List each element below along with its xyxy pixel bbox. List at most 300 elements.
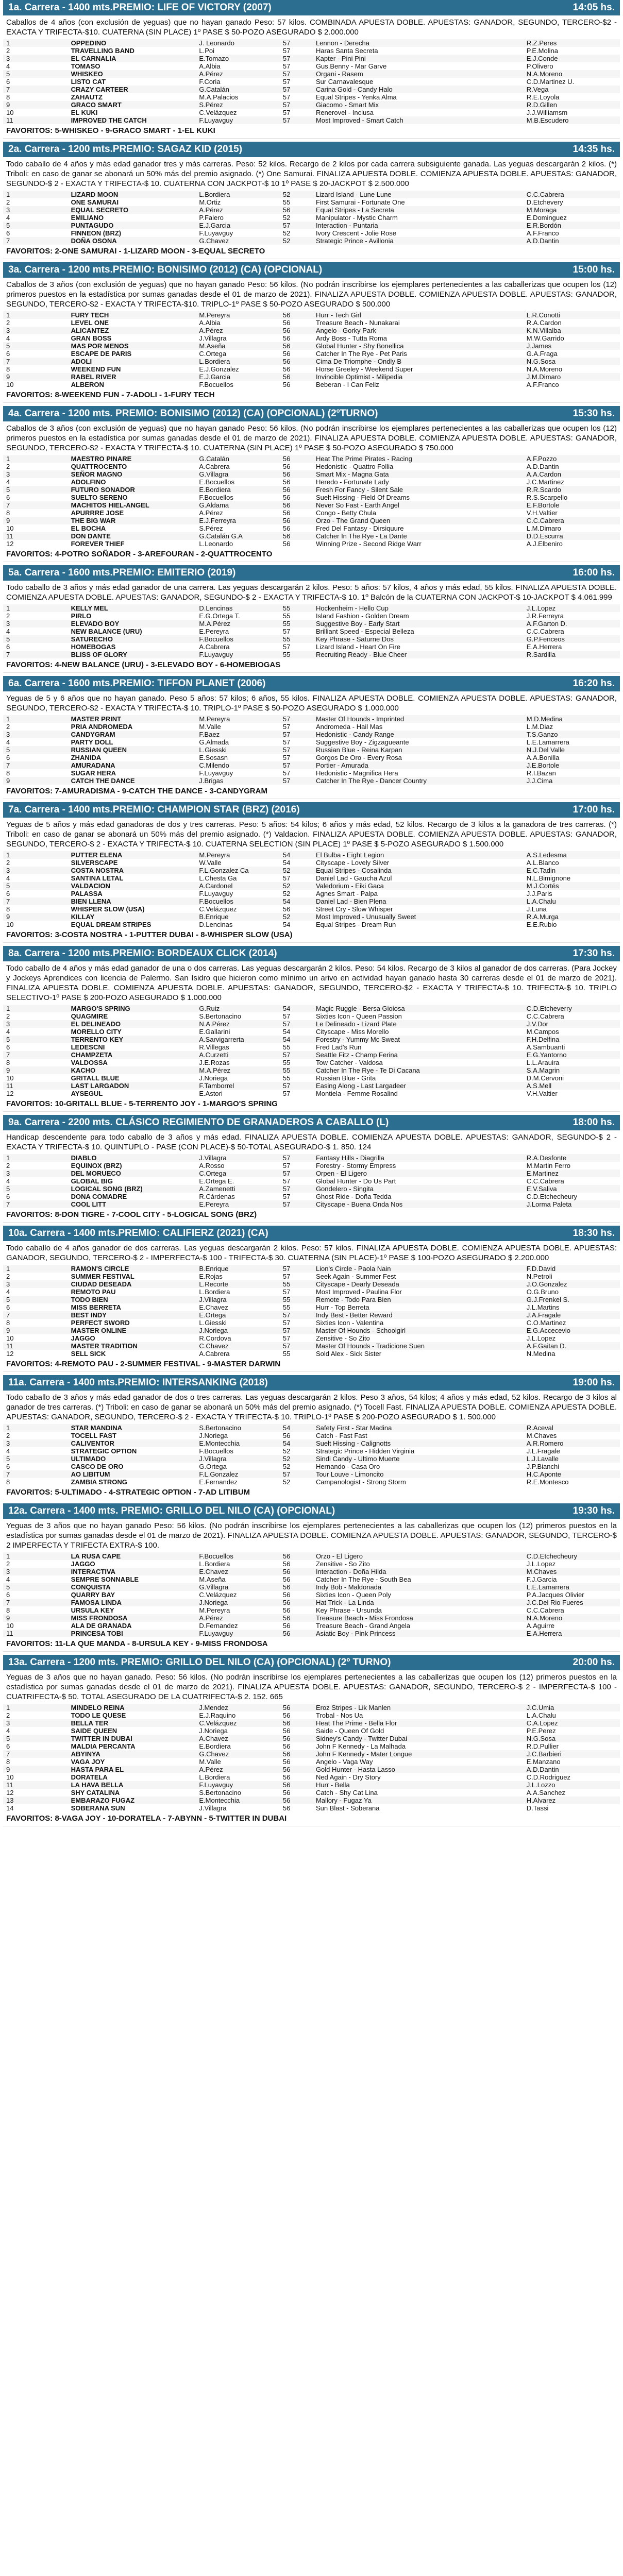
runner-number: 6 bbox=[3, 890, 68, 897]
trainer-name: R.Aceval bbox=[524, 1424, 620, 1432]
jockey-name: G.Ortega bbox=[196, 1463, 280, 1470]
weight: 52 bbox=[280, 882, 313, 890]
table-row bbox=[3, 365, 620, 373]
runners-table bbox=[3, 311, 620, 388]
horse-name: PALASSA bbox=[68, 890, 196, 897]
trainer-name: M.Moraga bbox=[524, 206, 620, 214]
table-row bbox=[3, 1568, 620, 1575]
jockey-name: C.Milendo bbox=[196, 761, 280, 769]
table-row bbox=[3, 890, 620, 897]
horse-name: EL KUKI bbox=[68, 109, 196, 116]
jockey-name: C.Velázquez bbox=[196, 109, 280, 116]
runner-number: 12 bbox=[3, 1789, 68, 1797]
trainer-name: J.R.Ferreyra bbox=[524, 612, 620, 620]
table-row bbox=[3, 470, 620, 478]
jockey-name: B.Enrique bbox=[196, 913, 280, 921]
table-row bbox=[3, 754, 620, 761]
horse-name: SANTINA LETAL bbox=[68, 874, 196, 882]
table-row bbox=[3, 1758, 620, 1766]
horse-name: JAGGO bbox=[68, 1334, 196, 1342]
pedigree: Valedorium - Eiki Gaca bbox=[313, 882, 524, 890]
table-row bbox=[3, 1066, 620, 1074]
jockey-name: R.Cárdenas bbox=[196, 1193, 280, 1200]
trainer-name: F.H.Delfina bbox=[524, 1036, 620, 1043]
table-row bbox=[3, 723, 620, 731]
horse-name: SEMPRE SONNABLE bbox=[68, 1575, 196, 1583]
weight: 57 bbox=[280, 93, 313, 101]
horse-name: FINNEON (BRZ) bbox=[68, 229, 196, 237]
jockey-name: A.Cardonel bbox=[196, 882, 280, 890]
runner-number: 6 bbox=[3, 350, 68, 358]
table-row bbox=[3, 1311, 620, 1319]
jockey-name: J.Villagra bbox=[196, 1804, 280, 1812]
jockey-name: F.Bocuellos bbox=[196, 635, 280, 643]
trainer-name: N.A.Moreno bbox=[524, 70, 620, 78]
pedigree: Lizard Island - Lune Lune bbox=[313, 191, 524, 198]
runner-number: 9 bbox=[3, 777, 68, 785]
weight: 56 bbox=[280, 478, 313, 486]
race-header bbox=[3, 676, 620, 691]
weight: 57 bbox=[280, 101, 313, 109]
table-row bbox=[3, 1789, 620, 1797]
table-row bbox=[3, 1583, 620, 1591]
runner-number: 8 bbox=[3, 365, 68, 373]
table-row bbox=[3, 738, 620, 746]
weight: 57 bbox=[280, 769, 313, 777]
runner-number: 2 bbox=[3, 1432, 68, 1439]
weight: 57 bbox=[280, 116, 313, 124]
weight: 56 bbox=[280, 1704, 313, 1711]
table-row bbox=[3, 109, 620, 116]
horse-name: CIUDAD DESEADA bbox=[68, 1280, 196, 1288]
pedigree: Orzo - The Grand Queen bbox=[313, 517, 524, 524]
weight: 52 bbox=[280, 890, 313, 897]
pedigree: Master Of Hounds - Tradicione Suen bbox=[313, 1342, 524, 1350]
jockey-name: A.Pérez bbox=[196, 70, 280, 78]
horse-name: HASTA PARA EL bbox=[68, 1766, 196, 1773]
weight: 57 bbox=[280, 1154, 313, 1162]
pedigree: Suelt Hissing - Field Of Dreams bbox=[313, 494, 524, 501]
trainer-name: A.S.Mell bbox=[524, 1082, 620, 1090]
table-row bbox=[3, 1447, 620, 1455]
horse-name: MASTER TRADITION bbox=[68, 1342, 196, 1350]
weight: 56 bbox=[280, 365, 313, 373]
trainer-name: J.P.Bianchi bbox=[524, 1463, 620, 1470]
weight: 56 bbox=[280, 486, 313, 494]
horse-name: GRAN BOSS bbox=[68, 334, 196, 342]
trainer-name: J.James bbox=[524, 342, 620, 350]
race-header bbox=[3, 1115, 620, 1130]
table-row bbox=[3, 229, 620, 237]
pedigree: Indy Bob - Maldonada bbox=[313, 1583, 524, 1591]
jockey-name: L.Leonardo bbox=[196, 540, 280, 548]
pedigree: Strategic Prince - Avillonia bbox=[313, 237, 524, 245]
pedigree: El Bulba - Eight Legion bbox=[313, 851, 524, 859]
trainer-name: C.C.Cabrera bbox=[524, 191, 620, 198]
runner-number: 4 bbox=[3, 478, 68, 486]
jockey-name: L.Giesski bbox=[196, 746, 280, 754]
horse-name: JAGGO bbox=[68, 1560, 196, 1568]
runner-number: 2 bbox=[3, 463, 68, 470]
weight: 57 bbox=[280, 78, 313, 86]
horse-name: TWITTER IN DUBAI bbox=[68, 1735, 196, 1742]
horse-name: ALA DE GRANADA bbox=[68, 1622, 196, 1630]
favorites-line: FAVORITOS: 4-POTRO SOÑADOR - 3-AREFOURAN - 2-QUATTROCENTO bbox=[3, 548, 620, 562]
jockey-name: R.Cordova bbox=[196, 1334, 280, 1342]
horse-name: SUELTO SERENO bbox=[68, 494, 196, 501]
horse-name: WEEKEND FUN bbox=[68, 365, 196, 373]
trainer-name: A.S.Ledesma bbox=[524, 851, 620, 859]
horse-name: DOÑA OSONA bbox=[68, 237, 196, 245]
trainer-name: C.C.Cabrera bbox=[524, 628, 620, 635]
trainer-name: J.L.Lopez bbox=[524, 1334, 620, 1342]
table-row bbox=[3, 327, 620, 334]
trainer-name: N.L.Bimignone bbox=[524, 874, 620, 882]
weight: 57 bbox=[280, 715, 313, 723]
horse-name: INTERACTIVA bbox=[68, 1568, 196, 1575]
pedigree: Hurr - Top Berreta bbox=[313, 1303, 524, 1311]
weight: 56 bbox=[280, 463, 313, 470]
race-header bbox=[3, 406, 620, 421]
weight: 56 bbox=[280, 342, 313, 350]
pedigree: Catch - Fast Fast bbox=[313, 1432, 524, 1439]
runner-number: 5 bbox=[3, 882, 68, 890]
weight: 56 bbox=[280, 358, 313, 365]
table-row bbox=[3, 604, 620, 612]
pedigree: Fred Del Fantasy - Dirsiquure bbox=[313, 524, 524, 532]
runner-number: 13 bbox=[3, 1797, 68, 1804]
horse-name: ADOLFINO bbox=[68, 478, 196, 486]
horse-name: EQUAL DREAM STRIPES bbox=[68, 921, 196, 928]
table-row bbox=[3, 540, 620, 548]
pedigree: Catcher In The Rye - La Dante bbox=[313, 532, 524, 540]
pedigree: Brilliant Speed - Especial Belleza bbox=[313, 628, 524, 635]
favorites-line: FAVORITOS: 2-ONE SAMURAI - 1-LIZARD MOON - 3-EQUAL SECRETO bbox=[3, 245, 620, 259]
runners-table bbox=[3, 1704, 620, 1812]
pedigree: Fred Lad's Run bbox=[313, 1043, 524, 1051]
runner-number: 2 bbox=[3, 723, 68, 731]
table-row bbox=[3, 237, 620, 245]
jockey-name: A.Pérez bbox=[196, 206, 280, 214]
trainer-name: E.F.Bortole bbox=[524, 501, 620, 509]
pedigree: Interaction - Puntaria bbox=[313, 222, 524, 229]
jockey-name: A.Albia bbox=[196, 62, 280, 70]
trainer-name: C.C.Cabrera bbox=[524, 517, 620, 524]
pedigree: Recruiting Ready - Blue Cheer bbox=[313, 651, 524, 658]
runner-number: 4 bbox=[3, 1288, 68, 1296]
runner-number: 1 bbox=[3, 604, 68, 612]
race-section bbox=[3, 1503, 620, 1652]
pedigree: Cityscape - Buena Onda Nos bbox=[313, 1200, 524, 1208]
horse-name: APURRRE JOSE bbox=[68, 509, 196, 517]
race-section bbox=[3, 0, 620, 139]
pedigree: Suggestive Boy - Early Start bbox=[313, 620, 524, 628]
table-row bbox=[3, 78, 620, 86]
race-time: 20:00 hs. bbox=[573, 1657, 615, 1668]
pedigree: Beberan - I Can Feliz bbox=[313, 381, 524, 388]
weight: 56 bbox=[280, 1606, 313, 1614]
table-row bbox=[3, 777, 620, 785]
pedigree: Seek Again - Summer Fest bbox=[313, 1273, 524, 1280]
pedigree: Hedonistic - Candy Range bbox=[313, 731, 524, 738]
pedigree: Mallory - Fugaz Ya bbox=[313, 1797, 524, 1804]
trainer-name: P.E.Perez bbox=[524, 1727, 620, 1735]
table-row bbox=[3, 1012, 620, 1020]
weight: 55 bbox=[280, 1296, 313, 1303]
pedigree: Montiela - Femme Rosalind bbox=[313, 1090, 524, 1097]
jockey-name: E.Tomazo bbox=[196, 55, 280, 62]
horse-name: EQUINOX (BRZ) bbox=[68, 1162, 196, 1170]
table-row bbox=[3, 1614, 620, 1622]
horse-name: ABYINYA bbox=[68, 1750, 196, 1758]
pedigree: Gondelero - Singita bbox=[313, 1185, 524, 1193]
table-row bbox=[3, 101, 620, 109]
weight: 57 bbox=[280, 754, 313, 761]
horse-name: QUAGMIRE bbox=[68, 1012, 196, 1020]
weight: 54 bbox=[280, 859, 313, 867]
horse-name: PUNTAGUDO bbox=[68, 222, 196, 229]
pedigree: Renerovel - Inclusa bbox=[313, 109, 524, 116]
horse-name: EMBARAZO FUGAZ bbox=[68, 1797, 196, 1804]
race-header bbox=[3, 1655, 620, 1670]
pedigree: Treasure Beach - Miss Frondosa bbox=[313, 1614, 524, 1622]
pedigree: Congo - Betty Chula bbox=[313, 509, 524, 517]
pedigree: Organi - Rasem bbox=[313, 70, 524, 78]
table-row bbox=[3, 1020, 620, 1028]
weight: 56 bbox=[280, 1630, 313, 1637]
runner-number: 1 bbox=[3, 1005, 68, 1012]
horse-name: BIEN LLENA bbox=[68, 897, 196, 905]
trainer-name: C.D.Etchecheury bbox=[524, 1193, 620, 1200]
runners-table bbox=[3, 191, 620, 245]
pedigree: Angelo - Vaga Way bbox=[313, 1758, 524, 1766]
pedigree: Remote - Todo Para Bien bbox=[313, 1296, 524, 1303]
trainer-name: M.W.Garrido bbox=[524, 334, 620, 342]
jockey-name: F.Bocuellos bbox=[196, 494, 280, 501]
runner-number: 5 bbox=[3, 1583, 68, 1591]
trainer-name: A.A.Sanchez bbox=[524, 1789, 620, 1797]
runner-number: 5 bbox=[3, 222, 68, 229]
table-row bbox=[3, 859, 620, 867]
weight: 56 bbox=[280, 350, 313, 358]
pedigree: Ardy Boss - Tutta Roma bbox=[313, 334, 524, 342]
jockey-name: B.Enrique bbox=[196, 1265, 280, 1273]
table-row bbox=[3, 494, 620, 501]
weight: 57 bbox=[280, 777, 313, 785]
horse-name: ALICANTEZ bbox=[68, 327, 196, 334]
horse-name: CHAMPZETA bbox=[68, 1051, 196, 1059]
runners-table bbox=[3, 1005, 620, 1097]
weight: 54 bbox=[280, 1028, 313, 1036]
jockey-name: F.Coria bbox=[196, 78, 280, 86]
pedigree: Agnes Smart - Palpa bbox=[313, 890, 524, 897]
horse-name: MISS FRONDOSA bbox=[68, 1614, 196, 1622]
jockey-name: E.Ortega bbox=[196, 1311, 280, 1319]
weight: 56 bbox=[280, 1773, 313, 1781]
jockey-name: M.Aseña bbox=[196, 1575, 280, 1583]
table-row bbox=[3, 1036, 620, 1043]
horse-name: TRAVELLING BAND bbox=[68, 47, 196, 55]
trainer-name: E.Manzano bbox=[524, 1758, 620, 1766]
trainer-name: M.B.Escudero bbox=[524, 116, 620, 124]
pedigree: Treasure Beach - Nunakarai bbox=[313, 319, 524, 327]
pedigree: Orzo - El Ligero bbox=[313, 1552, 524, 1560]
jockey-name: E.Bocuellos bbox=[196, 478, 280, 486]
weight: 56 bbox=[280, 1575, 313, 1583]
horse-name: MAESTRO PINARE bbox=[68, 455, 196, 463]
table-row bbox=[3, 1735, 620, 1742]
weight: 56 bbox=[280, 470, 313, 478]
jockey-name: J.Villagra bbox=[196, 334, 280, 342]
race-section bbox=[3, 676, 620, 799]
table-row bbox=[3, 1766, 620, 1773]
horse-name: MINDELO REINA bbox=[68, 1704, 196, 1711]
race-time: 18:30 hs. bbox=[573, 1228, 615, 1239]
table-row bbox=[3, 39, 620, 47]
jockey-name: E.Gallarini bbox=[196, 1028, 280, 1036]
favorites-line: FAVORITOS: 8-VAGA JOY - 10-DORATELA - 7-ABYNN - 5-TWITTER IN DUBAI bbox=[3, 1812, 620, 1826]
horse-name: EQUAL SECRETO bbox=[68, 206, 196, 214]
race-conditions: Yeguas de 3 años que no hayan ganado Peso: 56 kilos. (No podrán inscribirse los ejemplares pertenecientes a las caballerizas que ocupen los (12) primeros puestos en la estadística por sumas ganadas desde el 01 de marzo de 2021). FINALIZA APUESTA DOBLE. COMIENZA APUESTA DOBLE. APUESTAS: GANADOR, SEGUNDO, TERCERO-$ 2 IMPERFECTA Y TRIFECTA EXTRA-$ 100. bbox=[6, 1521, 617, 1550]
trainer-name: F.J.Garcia bbox=[524, 1575, 620, 1583]
table-row bbox=[3, 191, 620, 198]
weight: 56 bbox=[280, 532, 313, 540]
runner-number: 4 bbox=[3, 1447, 68, 1455]
runners-table bbox=[3, 851, 620, 928]
table-row bbox=[3, 1327, 620, 1334]
pedigree: Safety First - Star Madina bbox=[313, 1424, 524, 1432]
weight: 56 bbox=[280, 1750, 313, 1758]
horse-name: RUSSIAN QUEEN bbox=[68, 746, 196, 754]
table-row bbox=[3, 1804, 620, 1812]
trainer-name: R.E.Loyola bbox=[524, 93, 620, 101]
pedigree: Russian Blue - Reina Karpan bbox=[313, 746, 524, 754]
jockey-name: R.Villegas bbox=[196, 1043, 280, 1051]
horse-name: SELL SICK bbox=[68, 1350, 196, 1358]
pedigree: Le Delineado - Lizard Plate bbox=[313, 1020, 524, 1028]
jockey-name: M.Pereyra bbox=[196, 851, 280, 859]
runners-table bbox=[3, 1552, 620, 1637]
pedigree: Ivory Crescent - Jolie Rose bbox=[313, 229, 524, 237]
weight: 57 bbox=[280, 47, 313, 55]
table-row bbox=[3, 1711, 620, 1719]
trainer-name: E.C.Tadin bbox=[524, 867, 620, 874]
pedigree: Manipulator - Mystic Charm bbox=[313, 214, 524, 222]
race-time: 17:30 hs. bbox=[573, 948, 615, 959]
weight: 57 bbox=[280, 1288, 313, 1296]
pedigree: Sidney's Candy - Twitter Dubai bbox=[313, 1735, 524, 1742]
pedigree: Haras Santa Secreta bbox=[313, 47, 524, 55]
runner-number: 5 bbox=[3, 342, 68, 350]
weight: 56 bbox=[280, 455, 313, 463]
pedigree: Daniel Lad - Gaucha Azul bbox=[313, 874, 524, 882]
horse-name: PUTTER ELENA bbox=[68, 851, 196, 859]
pedigree: Equal Stripes - Dream Run bbox=[313, 921, 524, 928]
jockey-name: E.Sosasn bbox=[196, 754, 280, 761]
runner-number: 3 bbox=[3, 470, 68, 478]
pedigree: Lizard Island - Heart On Fire bbox=[313, 643, 524, 651]
weight: 57 bbox=[280, 1319, 313, 1327]
weight: 57 bbox=[280, 746, 313, 754]
pedigree: Hockenheim - Hello Cup bbox=[313, 604, 524, 612]
runner-number: 4 bbox=[3, 62, 68, 70]
table-row bbox=[3, 1552, 620, 1560]
horse-name: LEDESCNI bbox=[68, 1043, 196, 1051]
runner-number: 6 bbox=[3, 494, 68, 501]
weight: 56 bbox=[280, 327, 313, 334]
trainer-name: L.L.Arauira bbox=[524, 1059, 620, 1066]
trainer-name: R.E.Montesco bbox=[524, 1478, 620, 1486]
pedigree: Horse Greeley - Weekend Super bbox=[313, 365, 524, 373]
weight: 57 bbox=[280, 1470, 313, 1478]
horse-name: OPPEDINO bbox=[68, 39, 196, 47]
table-row bbox=[3, 1463, 620, 1470]
jockey-name: E.J.Garcia bbox=[196, 373, 280, 381]
jockey-name: G.Villagra bbox=[196, 1583, 280, 1591]
horse-name: NEW BALANCE (URU) bbox=[68, 628, 196, 635]
trainer-name: E.Martinez bbox=[524, 1170, 620, 1177]
pedigree: Saide - Queen Of Gold bbox=[313, 1727, 524, 1735]
race-title: 3a. Carrera - 1200 mts.PREMIO: BONISIMO (2012) (CA) (OPCIONAL) bbox=[8, 264, 323, 275]
horse-name: AMURADANA bbox=[68, 761, 196, 769]
runner-number: 10 bbox=[3, 524, 68, 532]
jockey-name: F.Bocuellos bbox=[196, 897, 280, 905]
runner-number: 14 bbox=[3, 1804, 68, 1812]
runner-number: 9 bbox=[3, 1766, 68, 1773]
table-row bbox=[3, 612, 620, 620]
runner-number: 3 bbox=[3, 206, 68, 214]
race-time: 18:00 hs. bbox=[573, 1117, 615, 1128]
table-row bbox=[3, 517, 620, 524]
race-conditions: Todo caballo de 4 años ganador de dos carreras. Las yeguas descargarán 2 kilos. Peso: 57 kilos. FINALIZA APUESTA DOBLE. COMIENZA APUESTA DOBLE. APUESTAS: GANADOR, SEGUNDO, TERCERO-$ 2 - IMPERFECTA-$ 100 - TRIFECTA-$ 30. CUATERNA (SIN PLACE)-1º PASE $ 100-POZO ASEGURADO $ 2.200.000 bbox=[6, 1244, 617, 1262]
horse-name: DONA COMADRE bbox=[68, 1193, 196, 1200]
weight: 55 bbox=[280, 1280, 313, 1288]
runner-number: 11 bbox=[3, 532, 68, 540]
pedigree: Hurr - Tech Girl bbox=[313, 311, 524, 319]
runner-number: 9 bbox=[3, 1327, 68, 1334]
table-row bbox=[3, 1280, 620, 1288]
pedigree: Giacomo - Smart Mix bbox=[313, 101, 524, 109]
table-row bbox=[3, 1439, 620, 1447]
trainer-name: R.D.Gillen bbox=[524, 101, 620, 109]
table-row bbox=[3, 628, 620, 635]
jockey-name: J.Noriega bbox=[196, 1432, 280, 1439]
pedigree: First Samurai - Fortunate One bbox=[313, 198, 524, 206]
jockey-name: F.Luyavguy bbox=[196, 1781, 280, 1789]
weight: 55 bbox=[280, 1066, 313, 1074]
runner-number: 2 bbox=[3, 1273, 68, 1280]
runner-number: 5 bbox=[3, 1735, 68, 1742]
pedigree: Lennon - Derecha bbox=[313, 39, 524, 47]
trainer-name: N.A.Moreno bbox=[524, 365, 620, 373]
runner-number: 10 bbox=[3, 109, 68, 116]
trainer-name: P.Olivero bbox=[524, 62, 620, 70]
horse-name: AO LIBITUM bbox=[68, 1470, 196, 1478]
table-row bbox=[3, 1432, 620, 1439]
horse-name: CALIVENTOR bbox=[68, 1439, 196, 1447]
runner-number: 4 bbox=[3, 1575, 68, 1583]
horse-name: LA RUSA CAPE bbox=[68, 1552, 196, 1560]
jockey-name: A.Albia bbox=[196, 319, 280, 327]
horse-name: PRINCESA TOBI bbox=[68, 1630, 196, 1637]
weight: 52 bbox=[280, 214, 313, 222]
pedigree: Heat The Prime - Bella Flor bbox=[313, 1719, 524, 1727]
horse-name: SEÑOR MAGNO bbox=[68, 470, 196, 478]
runner-number: 1 bbox=[3, 1265, 68, 1273]
table-row bbox=[3, 206, 620, 214]
table-row bbox=[3, 620, 620, 628]
table-row bbox=[3, 47, 620, 55]
